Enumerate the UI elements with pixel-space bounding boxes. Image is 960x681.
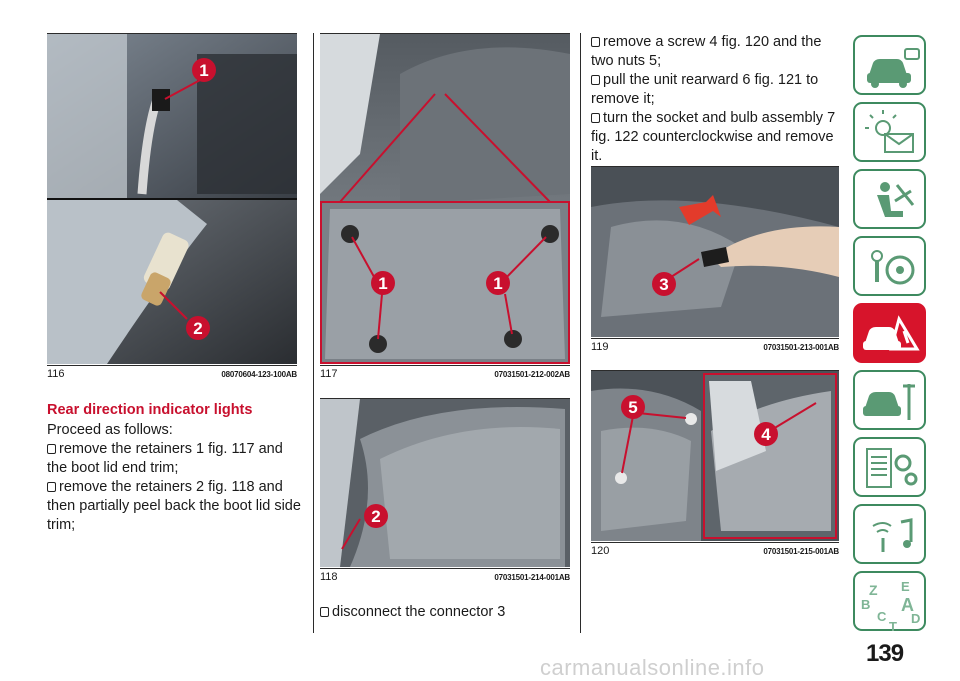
bullet-4-line-1: remove a screw 4 fig. 120 and the [591, 33, 841, 52]
fig116-callout-2: 2 [193, 319, 203, 338]
checkbox-bullet-icon [47, 482, 56, 492]
figure-120-photo [591, 371, 839, 541]
svg-text:E: E [901, 579, 910, 594]
tab-technical-data[interactable] [853, 437, 926, 497]
tab-index[interactable] [853, 571, 926, 631]
bullet-4-line-2: two nuts 5; [591, 53, 662, 69]
bullet-6-line-3: it. [591, 148, 603, 164]
figure-117-photo [320, 34, 570, 364]
bullet-1-line-2: the boot lid end trim; [47, 460, 179, 476]
bullet-1-line-1: remove the retainers 1 fig. 117 and [47, 440, 307, 459]
fig118-caption-rule [320, 568, 570, 569]
column-divider-1 [313, 33, 314, 633]
tab-dashboard[interactable] [853, 35, 926, 95]
bullet-2-line-1: remove the retainers 2 fig. 118 and [47, 478, 307, 497]
fig116-number: 116 [47, 368, 65, 380]
right-body-text [591, 33, 841, 166]
bullet-6-line-1: turn the socket and bulb assembly 7 [591, 109, 841, 128]
fig118-callout-2: 2 [371, 507, 381, 526]
fig116-caption-rule [47, 365, 297, 366]
column-divider-2 [580, 33, 581, 633]
left-body-text [47, 421, 307, 535]
fig118-number: 118 [320, 571, 338, 583]
checkbox-bullet-icon [591, 37, 600, 47]
bullet-6-line-2: fig. 122 counterclockwise and remove [591, 129, 834, 145]
svg-text:A: A [901, 595, 914, 615]
fig117-caption-rule [320, 365, 570, 366]
fig117-number: 117 [320, 368, 338, 380]
fig120-callout-4: 4 [761, 425, 771, 444]
svg-text:C: C [877, 609, 887, 624]
multimedia-icon [855, 506, 928, 566]
key-steering-icon [855, 238, 928, 298]
bullet-5-line-1: pull the unit rearward 6 fig. 121 to [591, 71, 841, 90]
fig119-caption-rule [591, 338, 839, 339]
maintenance-icon [855, 372, 928, 432]
tab-starting-driving[interactable] [853, 236, 926, 296]
index-icon [855, 573, 928, 633]
tab-warning-lights[interactable] [853, 102, 926, 162]
bullet-2-line-2: then partially peel back the boot lid side [47, 498, 301, 514]
fig119-callout-3: 3 [659, 275, 669, 294]
fig117-callout-1a: 1 [378, 274, 388, 293]
bullet-2-line-3: trim; [47, 517, 76, 533]
figure-118-photo [320, 399, 570, 567]
fig120-caption-rule [591, 542, 839, 543]
dashboard-car-icon [855, 37, 928, 97]
fig120-code: 07031501-215-001AB [763, 547, 839, 556]
svg-text:D: D [911, 611, 921, 626]
checkbox-bullet-icon [320, 607, 329, 617]
figure-116-photo [47, 34, 297, 364]
tab-emergency[interactable] [853, 303, 926, 363]
fig120-number: 120 [591, 545, 610, 557]
warning-lights-icon [855, 104, 928, 164]
svg-text:Z: Z [869, 582, 878, 598]
fig116-code: 08070604-123-100AB [221, 370, 297, 379]
svg-text:B: B [861, 597, 871, 612]
technical-data-icon [855, 439, 928, 499]
fig118-code: 07031501-214-001AB [494, 573, 570, 582]
fig120-callout-5: 5 [628, 398, 638, 417]
figure-119-photo [591, 167, 839, 337]
tab-multimedia[interactable] [853, 504, 926, 564]
seat-safety-icon [855, 171, 928, 231]
checkbox-bullet-icon [591, 75, 600, 85]
tab-maintenance[interactable] [853, 370, 926, 430]
checkbox-bullet-icon [47, 444, 56, 454]
svg-text:T: T [889, 619, 897, 633]
fig117-code: 07031501-212-002AB [494, 370, 570, 379]
fig119-number: 119 [591, 341, 609, 353]
fig116-callout-1: 1 [199, 61, 209, 80]
watermark: carmanualsonline.info [540, 655, 765, 680]
middle-body-text [320, 603, 575, 622]
fig117-callout-1b: 1 [493, 274, 503, 293]
page-number: 139 [866, 640, 904, 667]
fig119-code: 07031501-213-001AB [763, 343, 839, 352]
intro-text: Proceed as follows: [47, 422, 173, 438]
checkbox-bullet-icon [591, 113, 600, 123]
bullet-3-line-1: disconnect the connector 3 [320, 603, 575, 622]
bullet-5-line-2: remove it; [591, 91, 655, 107]
emergency-icon [855, 305, 928, 365]
tab-safety[interactable] [853, 169, 926, 229]
section-heading: Rear direction indicator lights [47, 402, 253, 418]
